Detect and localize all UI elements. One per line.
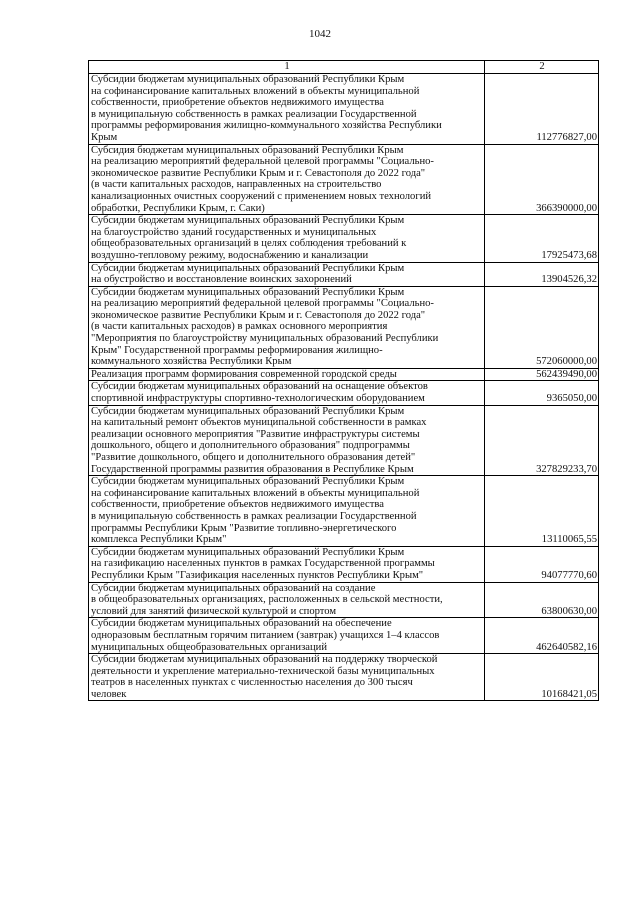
row-description: Субсидия бюджетам муниципальных образований Республики Крым на реализацию мероприятий федеральной целевой программы "Социально- экономическое развитие Республики Крым и г. Севастополя до 2022 года" (в части капитальных расходов, направленных на строительство канализационных очистных сооружений с применением новых технологий обработки, Республики Крым, г. Саки) <box>89 144 485 215</box>
table-row <box>89 381 599 405</box>
table-header-row <box>89 61 599 74</box>
column-header-1: 1 <box>89 61 485 74</box>
row-amount: 462640582,16 <box>485 618 599 654</box>
row-description: Реализация программ формирования современной городской среды <box>89 368 485 381</box>
row-description: Субсидии бюджетам муниципальных образований Республики Крым на реализацию мероприятий федеральной целевой программы "Социально- экономическое развитие Республики Крым и г. Севастополя до 2022 года" (в части капитальных расходов) в рамках основного мероприятия "Мероприятия по благоустройству муниципальных образований Республики Крым" Государственной программы реформирования жилищно- коммунального хозяйства Республики Крым <box>89 286 485 368</box>
table-row <box>89 405 599 476</box>
table-row <box>89 286 599 368</box>
row-description: Субсидии бюджетам муниципальных образований Республики Крым на капитальный ремонт объектов муниципальной собственности в рамках реализации основного мероприятия "Развитие инфраструктуры системы дошкольного, общего и дополнительного образования" подпрограммы "Развитие дошкольного, общего и дополнительного образования детей" Государственной программы развития образования в Республике Крым <box>89 405 485 476</box>
row-amount: 327829233,70 <box>485 405 599 476</box>
table-row <box>89 144 599 215</box>
row-amount: 9365050,00 <box>485 381 599 405</box>
row-amount: 10168421,05 <box>485 654 599 701</box>
row-description: Субсидии бюджетам муниципальных образований на поддержку творческой деятельности и укрепление материально-технической базы муниципальных театров в населенных пунктах с численностью населения до 300 тысяч человек <box>89 654 485 701</box>
row-description: Субсидии бюджетам муниципальных образований на оснащение объектов спортивной инфраструктуры спортивно-технологическим оборудованием <box>89 381 485 405</box>
row-amount: 63800630,00 <box>485 582 599 618</box>
table-row <box>89 546 599 582</box>
table-row <box>89 262 599 286</box>
row-amount: 572060000,00 <box>485 286 599 368</box>
row-amount: 94077770,60 <box>485 546 599 582</box>
table-row <box>89 476 599 547</box>
row-description: Субсидии бюджетам муниципальных образований Республики Крым на благоустройство зданий государственных и муниципальных общеобразовательных организаций в целях соблюдения требований к воздушно-тепловому режиму, водоснабжению и канализации <box>89 215 485 262</box>
row-description: Субсидии бюджетам муниципальных образований Республики Крым на газификацию населенных пунктов в рамках Государственной программы Республики Крым "Газификация населенных пунктов Республики Крым" <box>89 546 485 582</box>
row-amount: 13110065,55 <box>485 476 599 547</box>
page-number: 1042 <box>309 28 331 40</box>
table-row <box>89 74 599 145</box>
column-header-2: 2 <box>485 61 599 74</box>
table-row <box>89 368 599 381</box>
row-amount: 366390000,00 <box>485 144 599 215</box>
row-description: Субсидии бюджетам муниципальных образований Республики Крым на софинансирование капитальных вложений в объекты муниципальной собственности, приобретение объектов недвижимого имущества в муниципальную собственность в рамках реализации Государственной программы реформирования жилищно-коммунального хозяйства Республики Крым <box>89 74 485 145</box>
row-description: Субсидии бюджетам муниципальных образований Республики Крым на софинансирование капитальных вложений в объекты муниципальной собственности, приобретение объектов недвижимого имущества в муниципальную собственность в рамках реализации Государственной программы Республики Крым "Развитие топливно-энергетического комплекса Республики Крым" <box>89 476 485 547</box>
table-row <box>89 654 599 701</box>
table-row <box>89 582 599 618</box>
table-row <box>89 215 599 262</box>
row-amount: 13904526,32 <box>485 262 599 286</box>
row-description: Субсидии бюджетам муниципальных образований Республики Крым на обустройство и восстановление воинских захоронений <box>89 262 485 286</box>
row-amount: 17925473,68 <box>485 215 599 262</box>
row-amount: 112776827,00 <box>485 74 599 145</box>
table-row <box>89 618 599 654</box>
row-description: Субсидии бюджетам муниципальных образований на создание в общеобразовательных организациях, расположенных в сельской местности, условий для занятий физической культурой и спортом <box>89 582 485 618</box>
row-amount: 562439490,00 <box>485 368 599 381</box>
budget-table <box>88 60 599 701</box>
row-description: Субсидии бюджетам муниципальных образований на обеспечение одноразовым бесплатным горячим питанием (завтрак) учащихся 1–4 классов муниципальных общеобразовательных организаций <box>89 618 485 654</box>
